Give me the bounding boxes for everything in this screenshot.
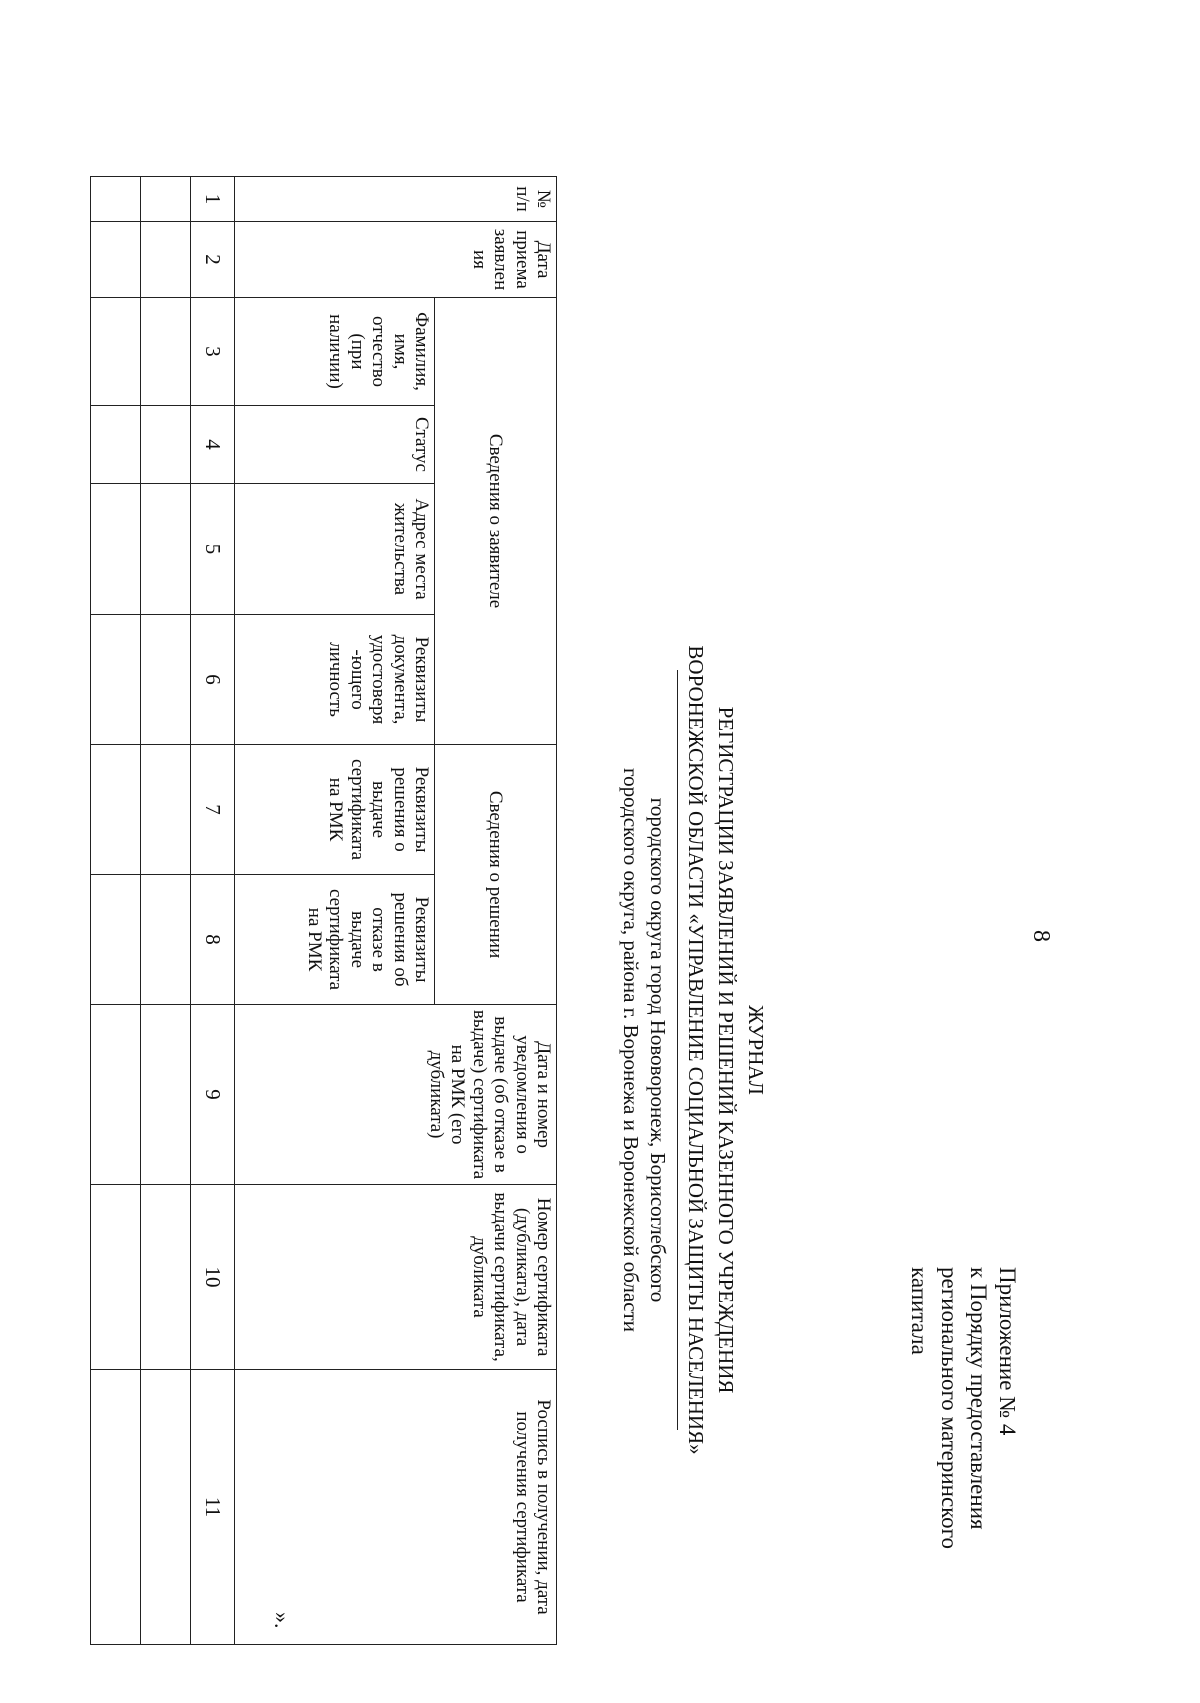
group-header-decision: Сведения о решении bbox=[435, 745, 557, 1005]
page-number: 8 bbox=[1028, 930, 1054, 942]
column-number: 3 bbox=[191, 298, 235, 406]
empty-cell bbox=[91, 222, 141, 298]
column-number: 2 bbox=[191, 222, 235, 298]
empty-cell bbox=[141, 745, 191, 875]
column-header: Фамилия, имя, отчество (при наличии) bbox=[235, 298, 435, 406]
column-number: 10 bbox=[191, 1185, 235, 1370]
closing-quote-mark: ». bbox=[270, 1612, 295, 1629]
table-row bbox=[91, 177, 141, 1645]
column-header: Роспись в получении, дата получения сертификата bbox=[235, 1370, 557, 1645]
column-header: Реквизиты документа, удостоверя -ющего личность bbox=[235, 615, 435, 745]
empty-cell bbox=[141, 484, 191, 615]
table-row bbox=[141, 177, 191, 1645]
column-header: Реквизиты решения о выдаче сертификата на РМК bbox=[235, 745, 435, 875]
journal-title-line: РЕГИСТРАЦИИ ЗАЯВЛЕНИЙ И РЕШЕНИЙ КАЗЕННОГО УЧРЕЖДЕНИЯ bbox=[714, 706, 738, 1394]
column-header: Статус bbox=[235, 406, 435, 484]
registration-journal-table bbox=[90, 176, 557, 1645]
journal-title-block bbox=[617, 550, 771, 1550]
column-header: Дата и номер уведомления о выдаче (об отказе в выдаче) сертификата на РМК (его дубликата) bbox=[235, 1005, 557, 1185]
column-number: 9 bbox=[191, 1005, 235, 1185]
column-number: 8 bbox=[191, 875, 235, 1005]
title-underline bbox=[677, 670, 678, 1430]
table-header-row bbox=[435, 177, 557, 1645]
empty-cell bbox=[141, 222, 191, 298]
column-header: Реквизиты решения об отказе в выдаче сертификата на РМК bbox=[235, 875, 435, 1005]
journal-subtitle-line: городского округа город Нововоронеж, Борисоглебского bbox=[646, 797, 670, 1303]
column-header: Номер сертификата (дубликата), дата выдачи сертификата, дубликата bbox=[235, 1185, 557, 1370]
annex-line: Приложение № 4 bbox=[995, 1267, 1020, 1436]
column-header: № п/п bbox=[235, 177, 557, 222]
empty-cell bbox=[91, 484, 141, 615]
empty-cell bbox=[141, 875, 191, 1005]
empty-cell bbox=[91, 177, 141, 222]
journal-title-line: ВОРОНЕЖСКОЙ ОБЛАСТИ «УПРАВЛЕНИЕ СОЦИАЛЬНОЙ ЗАЩИТЫ НАСЕЛЕНИЯ» bbox=[684, 645, 708, 1455]
column-header: Адрес места жительства bbox=[235, 484, 435, 615]
journal-subtitle-line: городского округа, района г. Воронежа и Воронежской области bbox=[619, 768, 643, 1332]
column-number: 7 bbox=[191, 745, 235, 875]
column-number: 4 bbox=[191, 406, 235, 484]
empty-cell bbox=[141, 1185, 191, 1370]
journal-title: ЖУРНАЛ bbox=[744, 1005, 768, 1095]
empty-cell bbox=[91, 615, 141, 745]
empty-cell bbox=[91, 1005, 141, 1185]
annex-line: капитала bbox=[907, 1267, 933, 1355]
empty-cell bbox=[91, 1185, 141, 1370]
empty-cell bbox=[91, 406, 141, 484]
annex-line: регионального материнского bbox=[936, 1267, 962, 1550]
annex-note bbox=[905, 1267, 1022, 1597]
empty-cell bbox=[91, 875, 141, 1005]
empty-cell bbox=[91, 1370, 141, 1645]
column-number: 11 bbox=[191, 1370, 235, 1645]
column-number: 6 bbox=[191, 615, 235, 745]
empty-cell bbox=[91, 298, 141, 406]
column-number: 1 bbox=[191, 177, 235, 222]
empty-cell bbox=[141, 1005, 191, 1185]
empty-cell bbox=[141, 177, 191, 222]
column-header: Дата приема заявлен ия bbox=[235, 222, 557, 298]
empty-cell bbox=[141, 406, 191, 484]
column-number: 5 bbox=[191, 484, 235, 615]
empty-cell bbox=[141, 298, 191, 406]
empty-cell bbox=[91, 745, 141, 875]
column-number-row bbox=[191, 177, 235, 1645]
empty-cell bbox=[141, 1370, 191, 1645]
empty-cell bbox=[141, 615, 191, 745]
group-header-applicant: Сведения о заявителе bbox=[435, 298, 557, 745]
annex-line: к Порядку предоставления bbox=[965, 1267, 991, 1530]
